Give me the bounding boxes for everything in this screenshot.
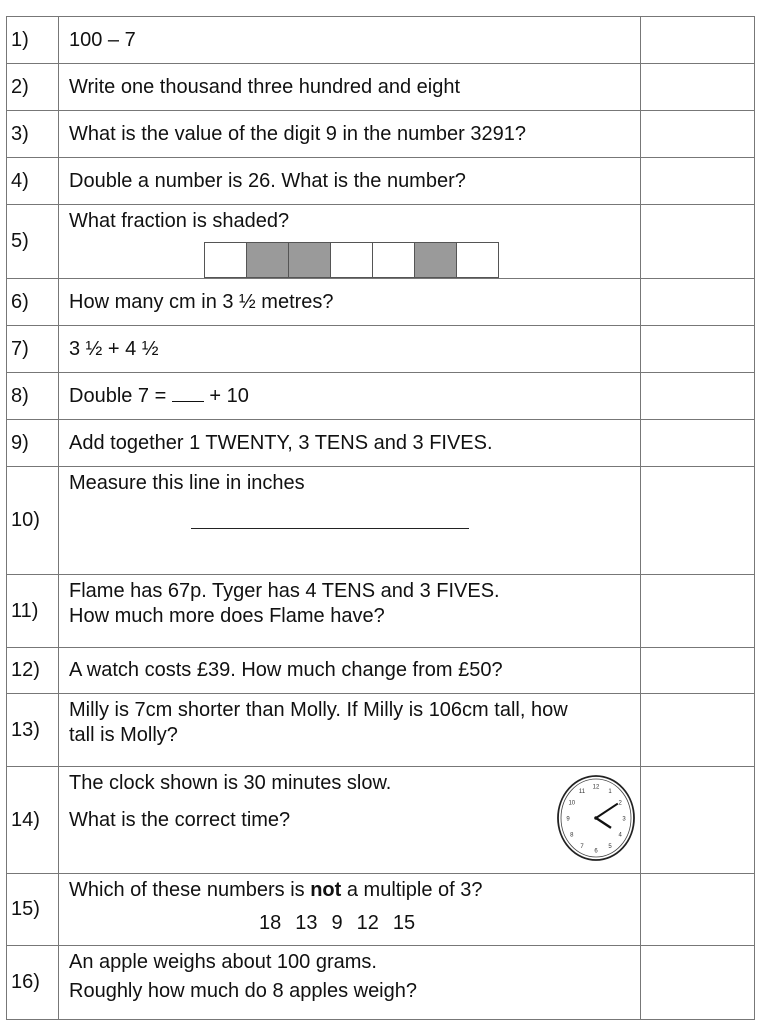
question-text: The clock shown is 30 minutes slow. <box>69 772 392 794</box>
answer-box[interactable] <box>641 158 755 205</box>
emphasis-not: not <box>310 879 342 901</box>
question-row <box>7 64 755 111</box>
number-option: 15 <box>392 912 416 934</box>
answer-box[interactable] <box>641 111 755 158</box>
question-number: 3) <box>7 111 59 158</box>
clock-icon <box>554 773 638 863</box>
question-text: Double 7 = <box>69 384 172 407</box>
clock-numeral: 9 <box>566 816 570 823</box>
question-text: tall is Molly? <box>69 724 178 746</box>
answer-box[interactable] <box>641 946 755 1020</box>
number-option: 13 <box>295 912 318 934</box>
question-text: Measure this line in inches <box>69 472 305 494</box>
question-number: 14) <box>7 767 59 874</box>
questions-table <box>6 16 755 1020</box>
clock-numeral: 11 <box>578 788 586 795</box>
clock-numeral: 1 <box>608 788 612 795</box>
question-row <box>7 694 755 767</box>
question-row <box>7 767 755 874</box>
question-number: 16) <box>7 946 59 1020</box>
question-number: 10) <box>7 467 59 575</box>
answer-box[interactable] <box>641 694 755 767</box>
question-text: Write one thousand three hundred and eight <box>59 64 641 111</box>
question-number: 1) <box>7 17 59 64</box>
answer-blank[interactable] <box>172 387 204 402</box>
answer-box[interactable] <box>641 767 755 874</box>
answer-box[interactable] <box>641 205 755 279</box>
question-number: 2) <box>7 64 59 111</box>
question-row <box>7 205 755 279</box>
number-option: 12 <box>356 912 379 934</box>
question-row <box>7 467 755 575</box>
unshaded-segment <box>330 242 374 278</box>
question-row <box>7 279 755 326</box>
question-number: 6) <box>7 279 59 326</box>
number-options <box>259 911 634 936</box>
number-option: 9 <box>331 912 343 934</box>
answer-box[interactable] <box>641 648 755 694</box>
clock-numeral: 2 <box>618 800 622 807</box>
question-text: Double a number is 26. What is the number? <box>59 158 641 205</box>
question-text: A watch costs £39. How much change from £50? <box>59 648 641 694</box>
question-text: 3 ½ + 4 ½ <box>59 326 641 373</box>
question-text: What is the value of the digit 9 in the number 3291? <box>59 111 641 158</box>
question-number: 12) <box>7 648 59 694</box>
question-text: How much more does Flame have? <box>69 605 385 627</box>
answer-box[interactable] <box>641 467 755 575</box>
question-text: Roughly how much do 8 apples weigh? <box>69 980 417 1002</box>
question-text: Add together 1 TWENTY, 3 TENS and 3 FIVES. <box>59 420 641 467</box>
shaded-segment <box>288 242 332 278</box>
answer-box[interactable] <box>641 326 755 373</box>
answer-box[interactable] <box>641 279 755 326</box>
question-row <box>7 874 755 946</box>
shaded-segment <box>246 242 290 278</box>
question-row <box>7 648 755 694</box>
clock-numeral: 5 <box>608 844 612 851</box>
question-row <box>7 326 755 373</box>
question-number: 7) <box>7 326 59 373</box>
question-text: 100 – 7 <box>59 17 641 64</box>
clock-numeral: 8 <box>570 832 574 839</box>
question-number: 15) <box>7 874 59 946</box>
question-text: Which of these numbers is not a multiple of 3? <box>69 879 483 901</box>
question-row <box>7 373 755 420</box>
answer-box[interactable] <box>641 575 755 648</box>
question-row <box>7 575 755 648</box>
clock-numeral: 10 <box>568 800 576 807</box>
answer-box[interactable] <box>641 17 755 64</box>
measure-line <box>191 528 469 529</box>
number-option: 18 <box>259 912 282 934</box>
question-number: 8) <box>7 373 59 420</box>
clock-numeral: 4 <box>618 832 622 839</box>
shaded-segment <box>414 242 458 278</box>
question-row <box>7 111 755 158</box>
question-text: An apple weighs about 100 grams. <box>69 951 377 973</box>
answer-box[interactable] <box>641 874 755 946</box>
fraction-bar <box>205 242 499 278</box>
question-text-tail: + 10 <box>203 384 249 407</box>
question-number: 13) <box>7 694 59 767</box>
question-text: How many cm in 3 ½ metres? <box>59 279 641 326</box>
answer-box[interactable] <box>641 64 755 111</box>
clock-numeral: 6 <box>594 848 598 855</box>
question-row <box>7 158 755 205</box>
worksheet <box>6 16 754 1020</box>
question-number: 5) <box>7 205 59 279</box>
question-row <box>7 420 755 467</box>
question-number: 11) <box>7 575 59 648</box>
question-text: What is the correct time? <box>69 809 291 831</box>
question-number: 9) <box>7 420 59 467</box>
question-row <box>7 946 755 1020</box>
question-row <box>7 17 755 64</box>
unshaded-segment <box>204 242 248 278</box>
answer-box[interactable] <box>641 420 755 467</box>
question-text: Flame has 67p. Tyger has 4 TENS and 3 FIVES. <box>69 580 500 602</box>
question-number: 4) <box>7 158 59 205</box>
unshaded-segment <box>372 242 416 278</box>
clock-numeral: 3 <box>622 816 626 823</box>
clock-numeral: 7 <box>580 844 584 851</box>
question-text: What fraction is shaded? <box>69 210 290 232</box>
question-text: Milly is 7cm shorter than Molly. If Milly is 106cm tall, how <box>69 699 568 721</box>
unshaded-segment <box>456 242 500 278</box>
answer-box[interactable] <box>641 373 755 420</box>
clock-numeral: 12 <box>592 784 600 791</box>
